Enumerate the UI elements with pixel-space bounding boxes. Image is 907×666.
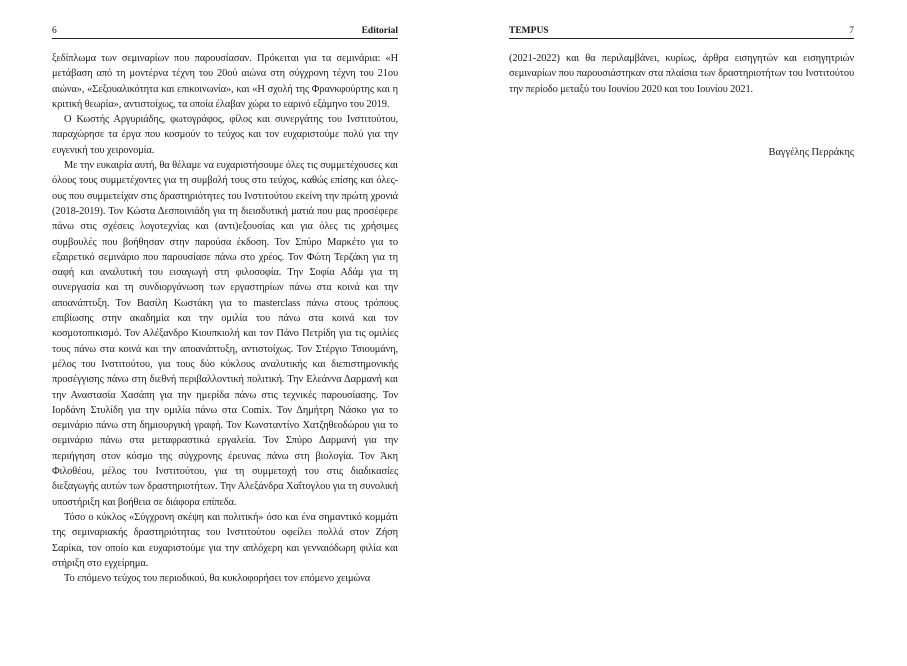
paragraph: Τόσο ο κύκλος «Σύγχρονη σκέψη και πολιτική» όσο και ένα σημαντικό κομμάτι της σεμιναριακής δραστηριότητας του Ινστιτούτου οφείλει πολλά στον Ζήση Σαρίκα, τον οποίο και ευχαριστούμε για την απλόχερη και γενναιόδωρη φιλία και στήριξη στο εγχείρημα. [52, 511, 398, 569]
header-title: Editorial [361, 26, 398, 36]
page-number: 6 [52, 26, 57, 36]
paragraph: ξεδίπλωμα των σεμιναρίων που παρουσίασαν. Πρόκειται για τα σεμινάρια: «Η μετάβαση από τη μοντέρνα τέχνη του 20ού αιώνα στη σύγχρονη τέχνη του 21ου αιώνα», «Σεξουαλικότητα και επικοινωνία», και «Η σχολή της Φρανκφούρτης και η κριτική θεωρία», αντιστοίχως, τα οποία έλαβαν χώρα το εαρινό εξάμηνο του 2019. [52, 53, 398, 110]
paragraph: Με την ευκαιρία αυτή, θα θέλαμε να ευχαριστήσουμε όλες τις συμμετέχουσες και όλους τους συμμετέχοντες για τη συμβολή τους στο τεύχος, καθώς επίσης και όλες-ους που συμμετείχαν στις δραστηριότητες του Ινστιτούτου εκείνη την πρώτη χρονιά (2018-2019). Τον Κώστα Δεσποινιάδη για τη διεισδυτική ματιά που μας προσέφερε πάνω στις σχέσεις λογοτεχνίας και (αντι)εξουσίας και για όλες τις χρήσιμες συμβουλές που βοήθησαν στην παρούσα έκδοση. Τον Σπύρο Μαρκέτο για το εξαιρετικό σεμινάριο που παρουσίασε πάνω στο χρέος. Τον Φώτη Τερζάκη για τη σαφή και αναλυτική του εισαγωγή στη φιλοσοφία. Την Σοφία Αδάμ για τη συνεργασία και τη συνδιοργάνωση των εργαστηρίων πάνω στα κοινά και την αποανάπτυξη. Τον Βασίλη Κωστάκη για το masterclass πάνω στους τρόπους επιβίωσης στην ακαδημία και την ομιλία του πάνω στα κοινά και τον κοσμοτοπικισμό. Τον Αλέξανδρο Κιουπκιολή και τον Πάνο Πετρίδη για τις ομιλίες τους πάνω στα κοινά και την αποανάπτυξη, αντιστοίχως. Τον Στέργιο Τσιουμάνη, μέλος του Ινστιτούτου, για τους δύο κύκλους αναλυτικής και διεπιστημονικής προσέγγισης πάνω στη διεθνή περιβαλλοντική πολιτική. Την Ελεάννα Δαρμανή και την Αναστασία Χασάπη για την ημερίδα πάνω στις τεχνικές παρουσίασης. Τον Ιορδάνη Στυλίδη για την ομιλία πάνω στα Comix. Τον Δημήτρη Νάσκο για το σεμινάριο πάνω στη δημιουργική γραφή. Τον Κωνσταντίνο Χατζηθεοδώρου για το σεμινάριο πάνω στα μεταφραστικά εργαλεία. Τον Σπύρο Δαρμανή για την περιήγηση στον κόσμο της σύγχρονης έρευνας πάνω στη βιολογία. Τον Άκη Φιλοθέου, μέλος του Ινστιτούτου, για τη συμμετοχή του στις διαδικασίες διεξαγωγής αυτών των δραστηριοτήτων. Την Αλεξάνδρα Χαΐτογλου για τη συνολική υποστήριξη και βοήθεια σε διάφορα επίπεδα. [52, 160, 398, 508]
paragraph: Ο Κωστής Αργυριάδης, φωτογράφος, φίλος και συνεργάτης του Ινστιτούτου, παραχώρησε τα έργα που κοσμούν το τεύχος και τον ευχαριστούμε πολύ για την ευγενική του χειρονομία. [52, 114, 398, 156]
page-number: 7 [849, 26, 854, 36]
body-text [52, 51, 398, 586]
header-title: TEMPUS [509, 26, 549, 36]
running-header [509, 24, 854, 38]
header-rule [509, 38, 854, 39]
left-page [0, 0, 453, 666]
header-rule [52, 38, 398, 39]
paragraph: Το επόμενο τεύχος του περιοδικού, θα κυκλοφορήσει τον επόμενο χειμώνα [64, 573, 371, 585]
body-text [509, 51, 854, 97]
running-header [52, 24, 398, 38]
paragraph: (2021-2022) και θα περιλαμβάνει, κυρίως, άρθρα εισηγητών και εισηγητριών σεμιναρίων που παρουσιάστηκαν στα πλαίσια των δραστηριοτήτων του Ινστιτούτου την περίοδο μεταξύ του Ιουνίου 2020 και του Ιουνίου 2021. [509, 53, 854, 95]
right-page [454, 0, 907, 666]
author-signature: Βαγγέλης Περράκης [768, 147, 854, 158]
